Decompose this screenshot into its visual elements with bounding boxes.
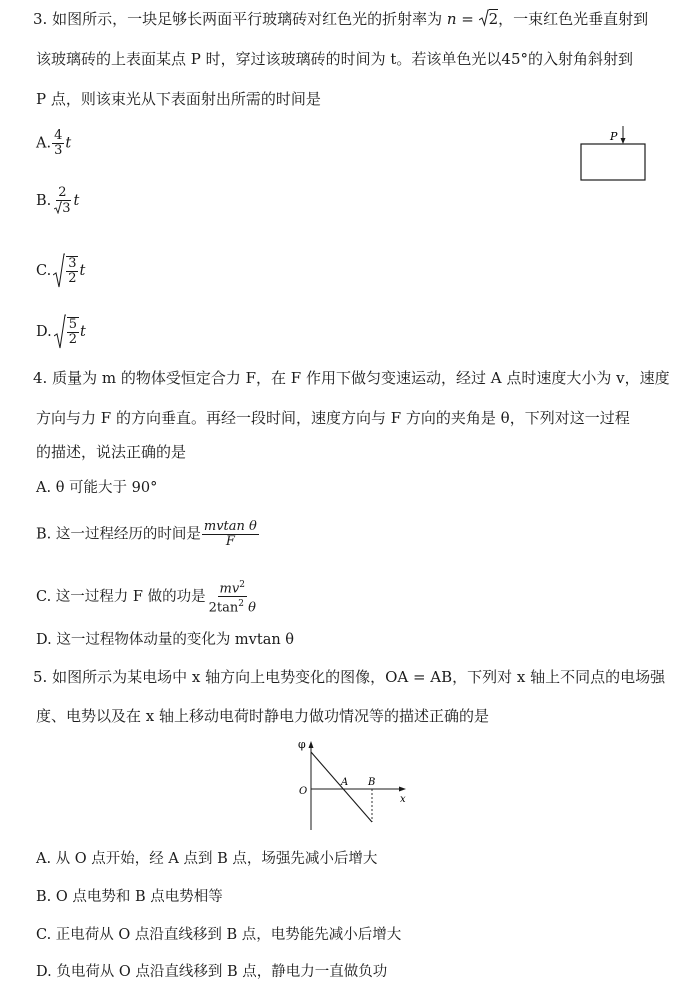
point-p-label: P xyxy=(610,130,618,143)
fraction: $\frac{5}{2}$ xyxy=(68,317,77,347)
glass-brick xyxy=(581,144,645,180)
q5-option-c[interactable]: C. 正电荷从 O 点沿直线移到 B 点，电势能先减小后增大 xyxy=(36,927,402,943)
refractive-index-symbol: n = xyxy=(446,10,479,28)
fraction: $\frac{\text{mvtan θ}}{F}$ xyxy=(203,519,257,549)
point-a-label: A xyxy=(341,777,349,788)
q4-line-3: 的描述，说法正确的是 xyxy=(36,443,187,461)
point-b-label: B xyxy=(368,777,376,788)
sqrt-symbol xyxy=(54,314,66,350)
q4-line-2: 方向与力 F 的方向垂直。再经一段时间，速度方向与 F 方向的夹角是 θ，下列对这一过程 xyxy=(36,409,630,427)
q5-line-2: 度、电势以及在 x 轴上移动电荷时静电力做功情况等的描述正确的是 xyxy=(36,707,489,725)
y-axis-arrow-icon xyxy=(309,741,314,748)
x-axis-arrow-icon xyxy=(399,787,406,792)
origin-label: O xyxy=(299,786,308,797)
q3-text: 3. 如图所示，一块足够长两面平行玻璃砖对红色光的折射率为 xyxy=(33,10,447,28)
glass-brick-figure xyxy=(578,124,648,184)
q4-option-b[interactable]: B. 这一过程经历的时间是 $\frac{\text{mvtan θ}}{F}$ xyxy=(36,519,257,549)
q4-option-d[interactable]: D. 这一过程物体动量的变化为 mvtan θ xyxy=(36,632,295,648)
q5-option-d[interactable]: D. 负电荷从 O 点沿直线移到 B 点，静电力一直做负功 xyxy=(36,964,388,980)
q4-option-c[interactable]: C. 这一过程力 F 做的功是 $\frac{mv^2}{2\tan^2 \theta}$ xyxy=(36,580,256,616)
q4-option-a[interactable]: A. θ 可能大于 90° xyxy=(36,480,158,496)
q3-option-b[interactable]: B. $\frac{2}{3}$ t xyxy=(36,185,80,216)
x-axis-label: x xyxy=(400,794,406,805)
q5-option-b[interactable]: B. O 点电势和 B 点电势相等 xyxy=(36,889,223,905)
q5-option-a[interactable]: A. 从 O 点开始，经 A 点到 B 点，场强先减小后增大 xyxy=(36,851,378,867)
fraction: $\frac{4}{3}$ xyxy=(54,128,63,158)
ray-arrow-icon xyxy=(621,138,626,144)
fraction: $\frac{3}{2}$ xyxy=(68,256,77,286)
q3-text: ，一束红色光垂直射到 xyxy=(498,10,649,28)
fraction: $\frac{2}{3}$ xyxy=(52,186,72,216)
fraction: $\frac{mv^2}{2\tan^2 \theta}$ xyxy=(208,580,256,616)
y-axis-label: φ xyxy=(298,738,306,751)
sqrt-symbol xyxy=(479,9,489,31)
q3-option-a[interactable]: A. $\frac{4}{3}$ t xyxy=(36,128,72,158)
potential-graph xyxy=(280,734,420,834)
sqrt-symbol xyxy=(53,253,65,289)
q3-line-3: P 点，则该束光从下表面射出所需的时间是 xyxy=(36,90,321,108)
q3-line-2: 该玻璃砖的上表面某点 P 时，穿过该玻璃砖的时间为 t。若该单色光以45°的入射角斜射到 xyxy=(36,50,634,68)
q5-line-1: 5. 如图所示为某电场中 x 轴方向上电势变化的图像，OA = AB，下列对 x 轴上不同点的电场强 xyxy=(33,668,666,686)
q4-line-1: 4. 质量为 m 的物体受恒定合力 F，在 F 作用下做匀变速运动，经过 A 点时速度大小为 v，速度 xyxy=(33,369,670,387)
sqrt-radicand: 2 xyxy=(488,10,499,28)
q3-option-d[interactable]: D. $\frac{5}{2}$ t xyxy=(36,314,86,350)
q3-option-c[interactable]: C. $\frac{3}{2}$ t xyxy=(36,253,85,289)
q3-line-1 xyxy=(33,9,648,31)
